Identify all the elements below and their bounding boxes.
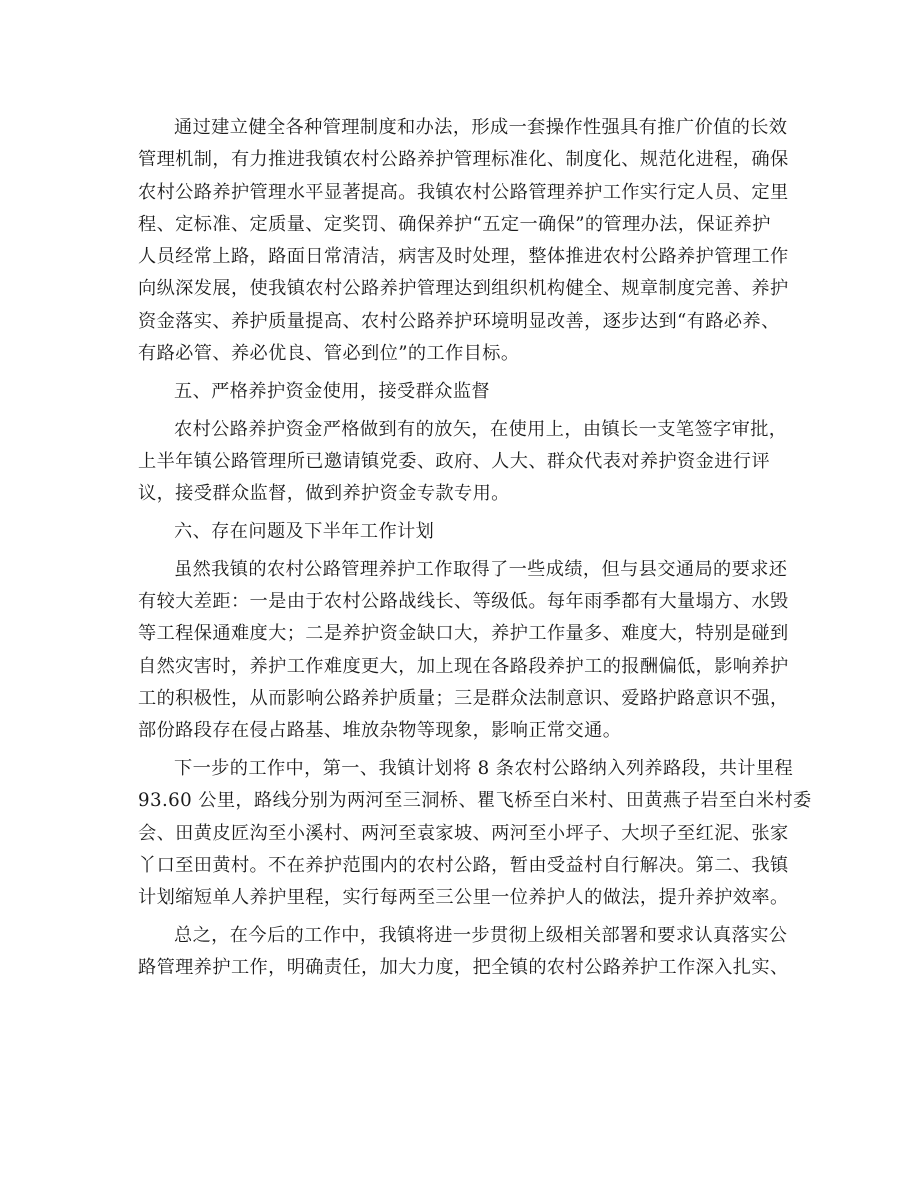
text-line: 通过建立健全各种管理制度和办法，形成一套操作性强具有推广价值的长效 bbox=[174, 117, 788, 138]
document-body bbox=[138, 112, 812, 990]
paragraph-funds-usage bbox=[138, 414, 788, 511]
paragraph-management-mechanism bbox=[138, 112, 788, 370]
text-line: 总之，在今后的工作中，我镇将进一步贯彻上级相关部署和要求认真落实公 bbox=[174, 925, 788, 947]
heading-text: 六、存在问题及下半年工作计划 bbox=[174, 521, 435, 543]
text-line: 程、定标准、定质量、定奖罚、确保养护“五定一确保”的管理办法，保证养护 bbox=[138, 213, 771, 235]
text-line: 管理机制，有力推进我镇农村公路养护管理标准化、制度化、规范化进程，确保 bbox=[138, 149, 789, 171]
section-heading-six bbox=[138, 516, 788, 548]
paragraph-problems bbox=[138, 554, 788, 748]
text-line: 向纵深发展，使我镇农村公路养护管理达到组织机构健全、规章制度完善、养护 bbox=[138, 278, 789, 300]
heading-text: 五、严格养护资金使用，接受群众监督 bbox=[174, 380, 490, 402]
text-line: 等工程保通难度大；二是养护资金缺口大，养护工作量多、难度大，特别是碰到 bbox=[138, 623, 789, 645]
section-heading-five bbox=[138, 376, 788, 408]
text-line: 丫口至田黄村。不在养护范围内的农村公路，暂由受益村自行解决。第二、我镇 bbox=[138, 855, 789, 877]
text-line: 人员经常上路，路面日常清洁，病害及时处理，整体推进农村公路养护管理工作 bbox=[138, 246, 789, 268]
text-line: 路管理养护工作，明确责任，加大力度，把全镇的农村公路养护工作深入扎实、 bbox=[138, 957, 789, 979]
text-line: 工的积极性，从而影响公路养护质量；三是群众法制意识、爱路护路意识不强， bbox=[138, 688, 789, 710]
text-line: 下一步的工作中，第一、我镇计划将 8 条农村公路纳入列养路段，共计里程 bbox=[174, 758, 794, 780]
text-line: 会、田黄皮匠沟至小溪村、两河至袁家坡、两河至小坪子、大坝子至红泥、张家 bbox=[138, 822, 789, 844]
text-line: 资金落实、养护质量提高、农村公路养护环境明显改善，逐步达到“有路必养、 bbox=[138, 310, 780, 332]
text-line: 有路必管、养必优良、管必到位”的工作目标。 bbox=[138, 343, 520, 365]
text-line: 农村公路养护资金严格做到有的放矢，在使用上，由镇长一支笔签字审批， bbox=[174, 418, 788, 440]
text-line: 部份路段存在侵占路基、堆放杂物等现象，影响正常交通。 bbox=[138, 720, 622, 742]
text-line: 农村公路养护管理水平显著提高。我镇农村公路管理养护工作实行定人员、定里 bbox=[138, 181, 789, 203]
text-line: 计划缩短单人养护里程，实行每两至三公里一位养护人的做法，提升养护效率。 bbox=[138, 887, 789, 909]
text-line: 93.60 公里，路线分别为两河至三洞桥、瞿飞桥至白米村、田黄燕子岩至白米村委 bbox=[138, 790, 812, 812]
text-line: 虽然我镇的农村公路管理养护工作取得了一些成绩，但与县交通局的要求还 bbox=[174, 558, 788, 580]
paragraph-next-steps bbox=[138, 753, 812, 914]
text-line: 议，接受群众监督，做到养护资金专款专用。 bbox=[138, 483, 510, 505]
paragraph-conclusion bbox=[138, 920, 788, 985]
text-line: 上半年镇公路管理所已邀请镇党委、政府、人大、群众代表对养护资金进行评 bbox=[138, 450, 770, 472]
text-line: 自然灾害时，养护工作难度更大，加上现在各路段养护工的报酬偏低，影响养护 bbox=[138, 655, 789, 677]
text-line: 有较大差距：一是由于农村公路战线长、等级低。每年雨季都有大量塌方、水毁 bbox=[138, 591, 789, 613]
